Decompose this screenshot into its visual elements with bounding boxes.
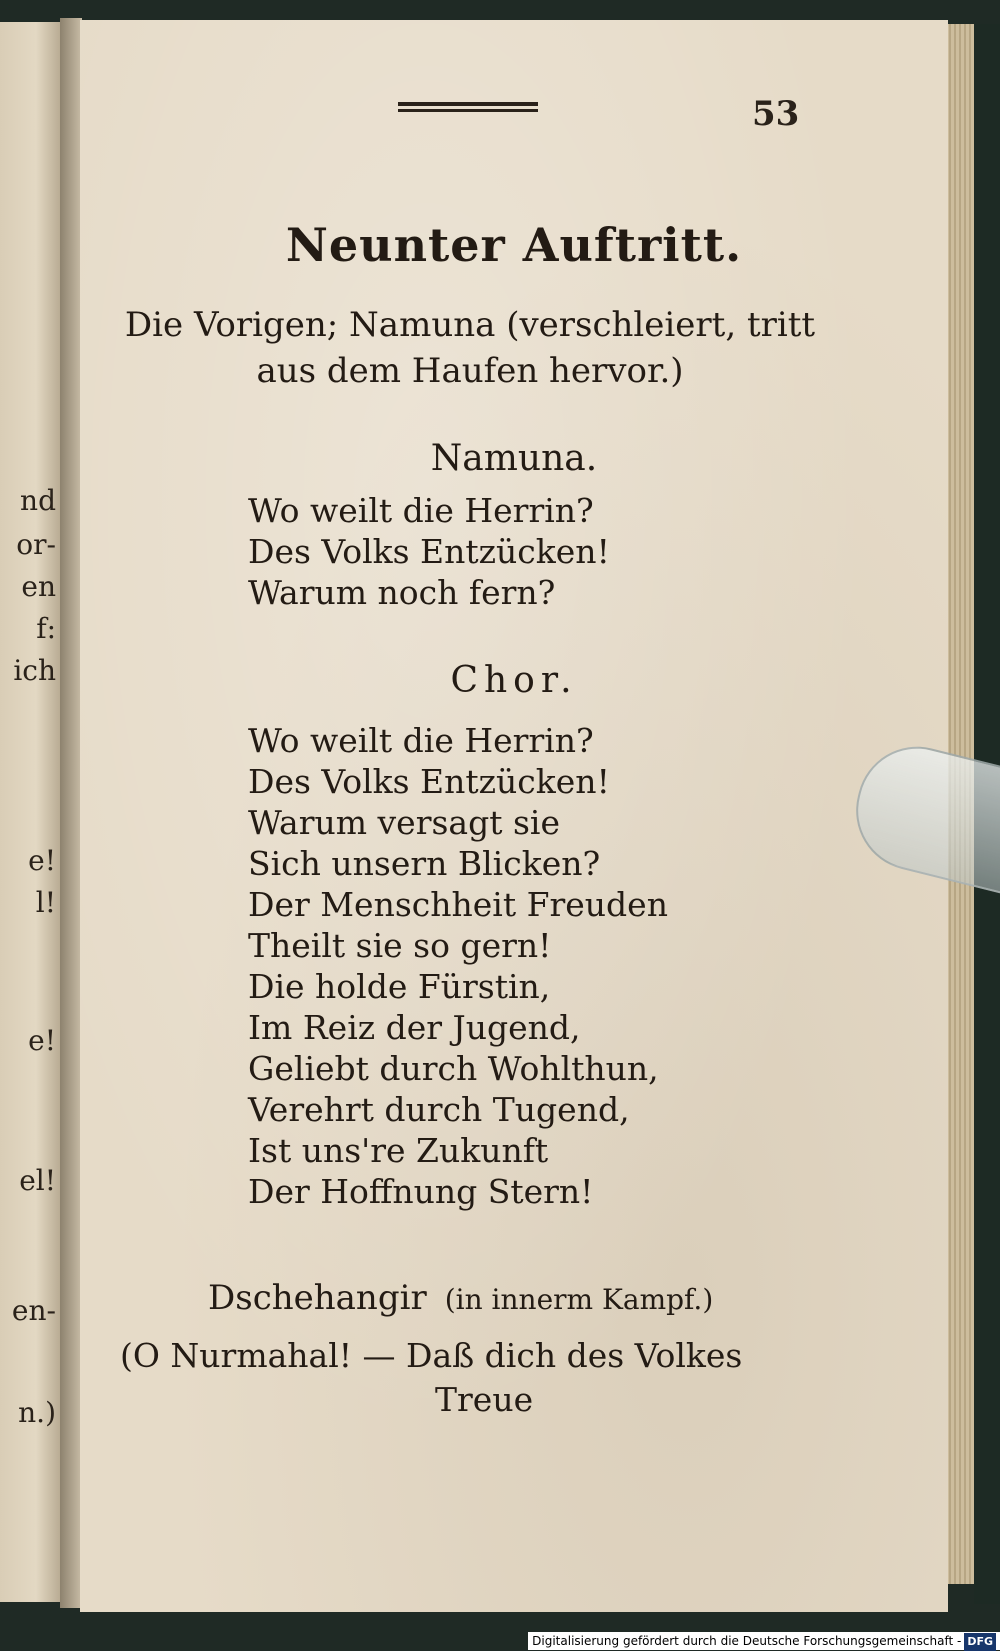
verse-line: Wo weilt die Herrin?	[248, 491, 594, 530]
verse-dschehangir: (O Nurmahal! — Daß dich des Volkes	[120, 1336, 743, 1375]
verse-line: Warum versagt sie	[248, 803, 560, 842]
left-page-fragment: f:	[36, 612, 56, 645]
speaker-dschehangir	[208, 1278, 713, 1318]
verse-dschehangir-continuation: Treue	[435, 1380, 534, 1419]
credit-text: Digitalisierung gefördert durch die Deutsche Forschungsgemeinschaft -	[532, 1634, 962, 1648]
left-page-fragment: n.)	[18, 1396, 56, 1429]
dfg-logo: DFG	[964, 1633, 996, 1651]
book-page	[80, 20, 948, 1612]
verse-chor	[248, 720, 668, 1212]
left-page-fragment: nd	[20, 484, 56, 517]
speaker-chor: Chor.	[450, 660, 578, 701]
left-page-fragment: el!	[19, 1164, 56, 1197]
header-rule	[398, 102, 538, 114]
speaker-name: Dschehangir	[208, 1278, 427, 1318]
verse-line: Der Hoffnung Stern!	[248, 1172, 594, 1211]
verse-line: Wo weilt die Herrin?	[248, 721, 594, 760]
book-gutter	[60, 18, 82, 1608]
left-page-fragment: en-	[11, 1294, 56, 1327]
verse-namuna	[248, 490, 610, 613]
left-page-fragment: e!	[28, 1024, 56, 1057]
verse-line: Im Reiz der Jugend,	[248, 1008, 581, 1047]
verse-line: Verehrt durch Tugend,	[248, 1090, 630, 1129]
verse-line: Der Menschheit Freuden	[248, 885, 668, 924]
digitization-credit	[528, 1632, 1000, 1650]
verse-line: Des Volks Entzücken!	[248, 762, 610, 801]
previous-page	[0, 22, 62, 1602]
left-page-fragment: or-	[16, 528, 56, 561]
verse-line: Geliebt durch Wohlthun,	[248, 1049, 659, 1088]
speaker-direction: (in innerm Kampf.)	[444, 1283, 714, 1316]
scene-title: Neunter Auftritt.	[285, 218, 743, 272]
page-number: 53	[752, 94, 800, 134]
verse-line: Warum noch fern?	[248, 573, 556, 612]
verse-line: Die holde Fürstin,	[248, 967, 551, 1006]
verse-line: Sich unsern Blicken?	[248, 844, 601, 883]
left-page-fragment: l!	[35, 886, 56, 919]
verse-line: Theilt sie so gern!	[248, 926, 552, 965]
verse-line: Ist uns're Zukunft	[248, 1131, 549, 1170]
left-page-fragment: ich	[13, 654, 56, 687]
left-page-fragment: e!	[28, 844, 56, 877]
speaker-namuna: Namuna.	[430, 438, 598, 479]
verse-line: Des Volks Entzücken!	[248, 532, 610, 571]
left-page-fragment: en	[21, 570, 56, 603]
stage-direction: Die Vorigen; Namuna (verschleiert, tritt aus dem Haufen hervor.)	[124, 305, 816, 391]
